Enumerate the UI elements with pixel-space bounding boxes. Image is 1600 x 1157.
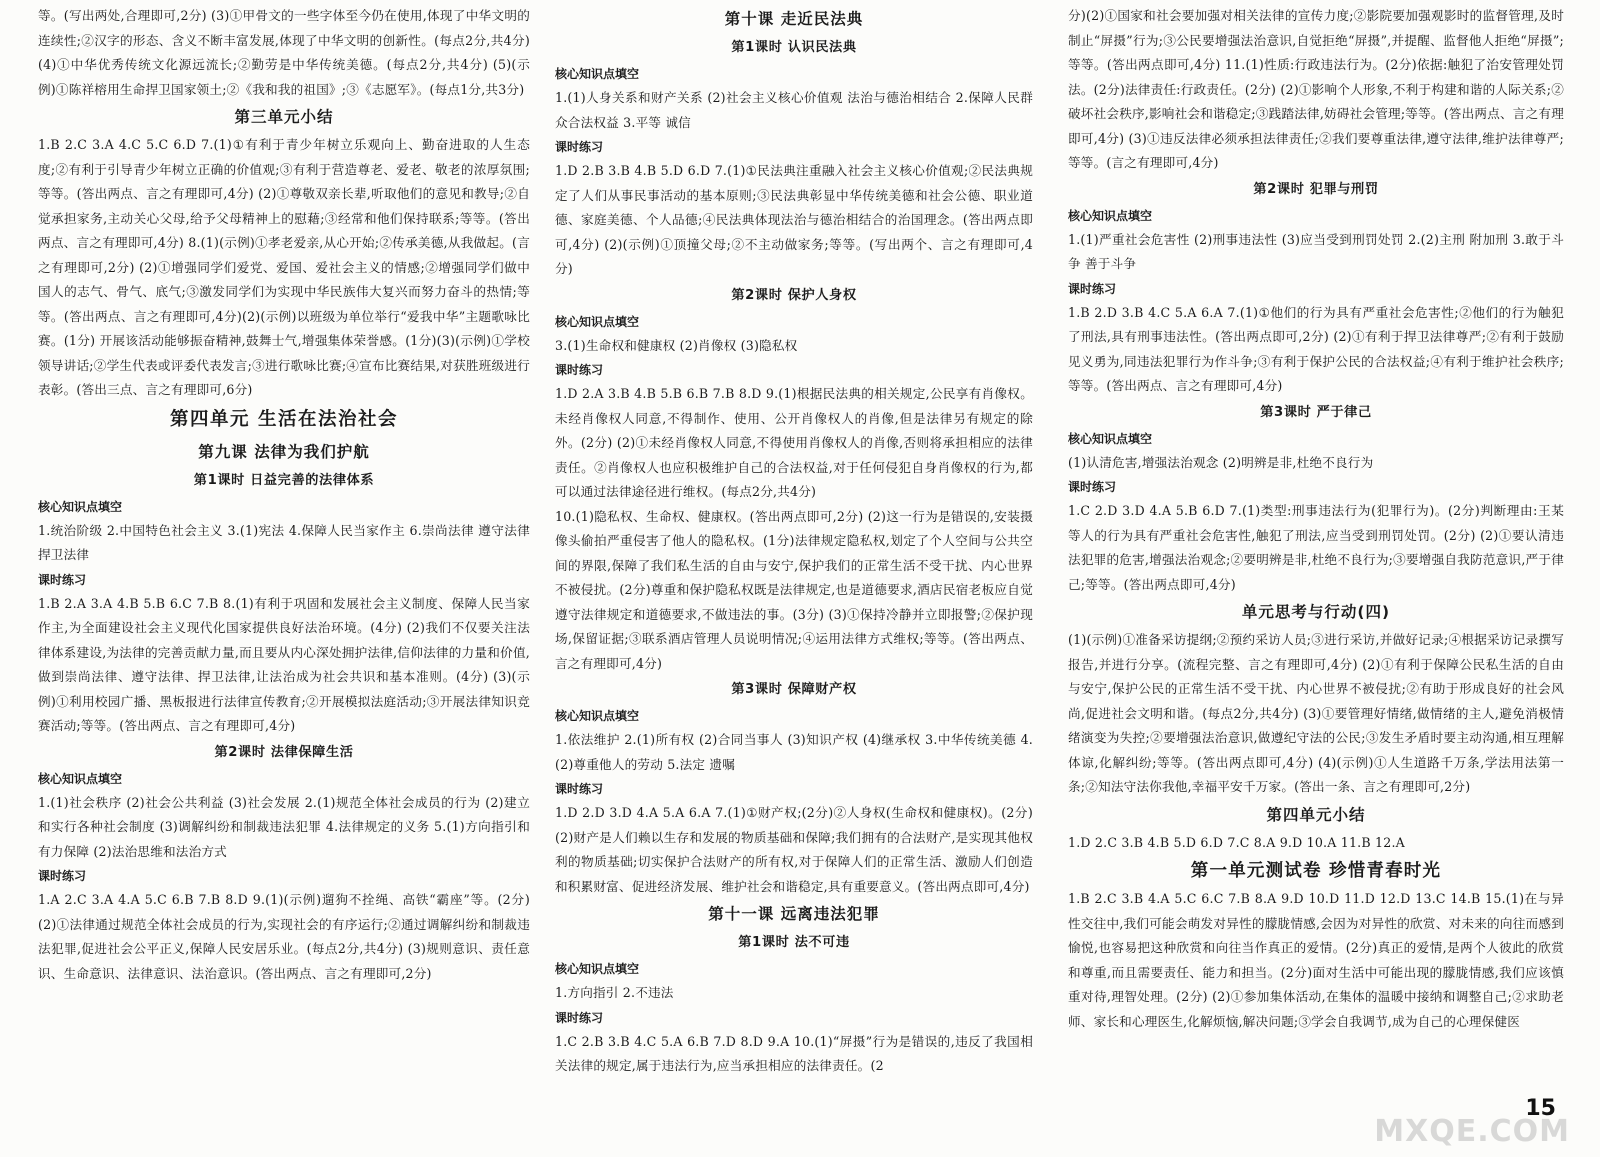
answer-paragraph: 分)(2)①国家和社会要加强对相关法律的宣传力度;②影院要加强观影时的监督管理,及时制止“屏摄”行为;③公民要增强法治意识,自觉拒绝“屏摄”,并提醒、监督他人拒绝“屏摄”;等等。(答出两点即可,4分) 11.(1)性质:行政违法行为。(2分)依据:触犯了治安管理处罚法。(2分)法律责任:行政责任。(2分) (2)①影响个人形象,不利于构建和谐的人际关系;②破坏社会秩序,影响社会和谐稳定;③践踏法律,妨碍社会管理;等等。(答出两点、言之有理即可,4分) (3)①违反法律必须承担法律责任;②我们要尊重法律,遵守法律,维护法律尊严;等等。(言之有理即可,4分) (1068, 8, 1564, 170)
section-label: 核心知识点填空 (555, 314, 640, 329)
section-label: 核心知识点填空 (555, 709, 640, 723)
section-label: 课时练习 (38, 572, 87, 587)
answer-paragraph: 1.D 2.B 3.B 4.B 5.D 6.D 7.(1)①民法典注重融入社会主义核心价值观;②民法典规定了人们从事民事活动的基本原则;③民法典彰显中华传统美德和社会公德、职业道德、家庭美德、个人品德;④民法典体现法治与德治相结合的治国理念。(答出两点即可,4分) (2)(示例)①顶撞父母;②不主动做家务;等等。(写出两个、言之有理即可,4分) (555, 163, 1033, 276)
answer-paragraph: (1)(示例)①准备采访提纲;②预约采访人员;③进行采访,并做好记录;④根据采访记录撰写报告,并进行分享。(流程完整、言之有理即可,4分) (2)①有利于保障公民私生活的自由与安宁,保护公民的正常生活不受干扰、内心世界不被侵扰;②有助于形成良好的社会风尚,促进社会文明和谐。(每点2分,共4分) (3)①要管理好情绪,做情绪的主人,避免消极情绪演变为失控;②要增强法治意识,做遵纪守法的公民;③发生矛盾时要主动沟通,相互理解体谅,化解纠纷;等等。(答出两点即可,4分) (4)(示例)①人生道路千万条,学法用法第一条;②知法守法你我他,幸福平安千万家。(答出一条、言之有理即可,2分) (1068, 632, 1564, 794)
period-heading: 第3课时 严于律己 (1260, 404, 1372, 420)
period-heading: 第1课时 认识民法典 (731, 40, 857, 55)
section-label: 核心知识点填空 (555, 962, 640, 976)
answer-paragraph: 1.(1)社会秩序 (2)社会公共利益 (3)社会发展 2.(1)规范全体社会成员的行为 (2)建立和实行各种社会制度 (3)调解纠纷和制裁违法犯罪 4.法律规定的义务 5.(1)方向指引和有力保障 (2)法治思维和法治方式 (38, 794, 530, 859)
column-middle (555, 4, 1033, 1114)
column-right (1068, 4, 1564, 1114)
unit-heading: 第四单元 生活在法治社会 (170, 408, 398, 430)
answer-paragraph: 1.B 2.A 3.A 4.B 5.B 6.C 7.B 8.(1)有利于巩固和发展社会主义制度、保障人民当家作主,为全面建设社会主义现代化国家提供良好法治环境。(4分) (2)我们不仅要关注法律体系建设,为法律的完善贡献力量,而且要从内心深处拥护法律,信仰法律的力量和价值,做到崇尚法律、遵守法律、捍卫法律,让法治成为社会共识和基本准则。(4分) (3)(示例)①利用校园广播、黑板报进行法律宣传教育;②开展模拟法庭活动;③开展法律知识竞赛活动;等等。(答出两点、言之有理即可,4分) (38, 595, 530, 733)
section-label: 课时练习 (555, 363, 604, 377)
lesson-heading: 第十一课 远离违法犯罪 (708, 905, 880, 923)
period-heading: 第2课时 犯罪与刑罚 (1253, 181, 1379, 197)
answer-paragraph: 10.(1)隐私权、生命权、健康权。(答出两点即可,2分) (2)这一行为是错误的,安装摄像头偷拍严重侵害了他人的隐私权。(1分)法律规定隐私权,划定了个人空间与公共空间的界限,保障了我们私生活的自由与安宁,保护我们的正常生活不受干扰、内心世界不被侵扰。(2分)尊重和保护隐私权既是法律规定,也是道德要求,酒店民宿老板应自觉遵守法律规定和道德要求,不做违法的事。(3分) (3)①保持冷静并立即报警;②保护现场,保留证据;③联系酒店管理人员说明情况;④运用法律方式维权;等等。(答出两点、言之有理即可,4分) (555, 508, 1033, 671)
answer-paragraph: 1.统治阶级 2.中国特色社会主义 3.(1)宪法 4.保障人民当家作主 6.崇尚法律 遵守法律 捍卫法律 (38, 522, 530, 562)
answer-paragraph: 1.B 2.D 3.B 4.C 5.A 6.A 7.(1)①他们的行为具有严重社会危害性;②他们的行为触犯了刑法,具有刑事违法性。(答出两点即可,2分) (2)①有利于捍卫法律尊严;②有利于鼓励见义勇为,同违法犯罪行为作斗争;③有利于保护公民的合法权益;④有利于维护社会秩序;等等。(答出两点、言之有理即可,4分) (1068, 304, 1564, 393)
answer-paragraph: 3.(1)生命权和健康权 (2)肖像权 (3)隐私权 (555, 337, 798, 353)
section-label: 课时练习 (555, 782, 604, 796)
answer-paragraph: 1.依法维护 2.(1)所有权 (2)合同当事人 (3)知识产权 (4)继承权 3.中华传统美德 4.(2)尊重他人的劳动 5.法定 遗嘱 (555, 732, 1033, 772)
column-left (38, 4, 530, 1114)
period-heading: 第2课时 保护人身权 (731, 287, 857, 303)
answer-paragraph: 1.A 2.C 3.A 4.A 5.C 6.B 7.B 8.D 9.(1)(示例)遛狗不拴绳、高铁“霸座”等。(2分) (2)①法律通过规范全体社会成员的行为,实现社会的有序运行;②通过调解纠纷和制裁违法犯罪,促进社会公平正义,保障人民安居乐业。(每点2分,共4分) (3)规则意识、责任意识、生命意识、法律意识、法治意识。(答出两点、言之有理即可,2分) (38, 892, 530, 981)
section-label: 课时练习 (38, 869, 87, 883)
section-label: 课时练习 (555, 140, 604, 154)
section-label: 课时练习 (1068, 281, 1117, 296)
section-label: 课时练习 (1068, 480, 1117, 494)
answer-paragraph: 1.C 2.B 3.B 4.C 5.A 6.B 7.D 8.D 9.A 10.(1)“屏摄”行为是错误的,违反了我国相关法律的规定,属于违法行为,应当承担相应的法律责任。(2 (555, 1033, 1033, 1073)
answer-paragraph: 1.B 2.C 3.A 4.C 5.C 6.D 7.(1)①有利于青少年树立乐观向上、勤奋进取的人生态度;②有利于引导青少年树立正确的价值观;③有利于营造尊老、爱老、敬老的浓厚氛围;等等。(答出两点、言之有理即可,4分) (2)①尊敬双亲长辈,听取他们的意见和教导;②自觉承担家务,主动关心父母,给予父母精神上的慰藉;③经常和他们保持联系;等等。(答出两点、言之有理即可,4分) 8.(1)(示例)①孝老爱亲,从心开始;②传承美德,从我做起。(言之有理即可,2分) (2)①增强同学们爱党、爱国、爱社会主义的情感;②增强同学们做中国人的志气、骨气、底气;③激发同学们为实现中华民族伟大复兴而努力奋斗的热情;等等。(答出两点、言之有理即可,4分)(2)(示例)以班级为单位举行“爱我中华”主题歌咏比赛。(1分) 开展该活动能够振奋精神,鼓舞士气,增强集体荣誉感。(1分)(3)(示例)①学校领导讲话;②学生代表或评委代表发言;③进行歌咏比赛;④宣布比赛结果,对获胜班级进行表彰。(答出三点、言之有理即可,6分) (38, 137, 530, 397)
section-heading: 单元思考与行动(四) (1241, 603, 1391, 621)
answer-paragraph: 1.B 2.C 3.B 4.A 5.C 6.C 7.B 8.A 9.D 10.D 11.D 12.D 13.C 14.B 15.(1)在与异性交往中,我们可能会萌发对异性的朦胧情感,会因为对异性的欣赏、对未来的向往而感到愉悦,也容易把这种欣赏和向往当作真正的爱情。(2分)真正的爱情,是两个人彼此的欣赏和尊重,而且需要责任、能力和担当。(2分)面对生活中可能出现的朦胧情感,我们应该慎重对待,理智处理。(2分) (2)①参加集体活动,在集体的温暖中接纳和调整自己;②求助老师、家长和心理医生,化解烦恼,解决问题;③学会自我调节,成为自己的心理保健医 (1068, 891, 1564, 1029)
answer-paragraph: (1)认清危害,增强法治观念 (2)明辨是非,杜绝不良行为 (1068, 454, 1374, 470)
section-label: 核心知识点填空 (38, 771, 123, 786)
answer-paragraph: 1.(1)人身关系和财产关系 (2)社会主义核心价值观 法治与德治相结合 2.保障人民群众合法权益 3.平等 诚信 (555, 90, 1033, 130)
lesson-heading: 第十课 走近民法典 (724, 10, 864, 28)
lesson-heading: 第九课 法律为我们护航 (198, 442, 370, 461)
section-label: 核心知识点填空 (38, 499, 123, 514)
answer-paragraph: 等。(写出两处,合理即可,2分) (3)①甲骨文的一些字体至今仍在使用,体现了中华文明的连续性;②汉字的形态、含义不断丰富发展,体现了中华文明的创新性。(每点2分,共4分) (4)①中华优秀传统文化源远流长;②勤劳是中华传统美德。(每点2分,共4分) (5)(示例)①陈祥榕用生命捍卫国家领土;②《我和我的祖国》;③《志愿军》。(每点1分,共3分) (38, 8, 530, 97)
answer-paragraph: 1.D 2.D 3.D 4.A 5.A 6.A 7.(1)①财产权;(2分)②人身权(生命权和健康权)。(2分) (2)财产是人们赖以生存和发展的物质基础和保障;我们拥有的合法财产,是实现其他权利的物质基础;切实保护合法财产的所有权,对于保障人们的正常生活、激励人们创造和积累财富、促进经济发展、维护社会和谐稳定,具有重要意义。(答出两点即可,4分) (555, 805, 1033, 894)
section-label: 核心知识点填空 (1068, 208, 1153, 223)
section-heading: 第三单元小结 (234, 108, 334, 126)
period-heading: 第3课时 保障财产权 (731, 682, 857, 697)
page-number: 15 (1525, 1096, 1556, 1121)
watermark: MXQE.COM (1374, 1114, 1570, 1149)
answer-paragraph: 1.方向指引 2.不违法 (555, 985, 674, 1000)
section-label: 课时练习 (555, 1010, 604, 1025)
answer-paragraph: 1.(1)严重社会危害性 (2)刑事违法性 (3)应当受到刑罚处罚 2.(2)主刑 附加刑 3.敢于斗争 善于斗争 (1068, 231, 1564, 271)
section-label: 核心知识点填空 (1068, 431, 1153, 446)
section-label: 核心知识点填空 (555, 67, 640, 81)
test-heading: 第一单元测试卷 珍惜青春时光 (1190, 861, 1442, 881)
answer-paragraph: 1.C 2.D 3.D 4.A 5.B 6.D 7.(1)类型:刑事违法行为(犯罪行为)。(2分)判断理由:王某等人的行为具有严重社会危害性,触犯了刑法,应当受到刑罚处罚。(2分) (2)①要认清违法犯罪的危害,增强法治观念;②要明辨是非,杜绝不良行为;③要增强自我防范意识,严于律己;等等。(答出两点即可,4分) (1068, 503, 1564, 592)
period-heading: 第2课时 法律保障生活 (214, 744, 354, 760)
answer-paragraph: 1.D 2.C 3.B 4.B 5.D 6.D 7.C 8.A 9.D 10.A 11.B 12.A (1068, 834, 1405, 850)
answer-paragraph: 1.D 2.A 3.B 4.B 5.B 6.B 7.B 8.D 9.(1)根据民法典的相关规定,公民享有肖像权。未经肖像权人同意,不得制作、使用、公开肖像权人的肖像,但是法律另有规定的除外。(2分) (2)①未经肖像权人同意,不得使用肖像权人的肖像,否则将承担相应的法律责任。②肖像权人也应积极维护自己的合法权益,对于任何侵犯自身肖像权的行为,都可以通过法律途径进行维权。(每点2分,共4分) (555, 386, 1033, 499)
section-heading: 第四单元小结 (1266, 805, 1366, 824)
period-heading: 第1课时 法不可违 (738, 935, 850, 950)
period-heading: 第1课时 日益完善的法律体系 (193, 472, 375, 488)
